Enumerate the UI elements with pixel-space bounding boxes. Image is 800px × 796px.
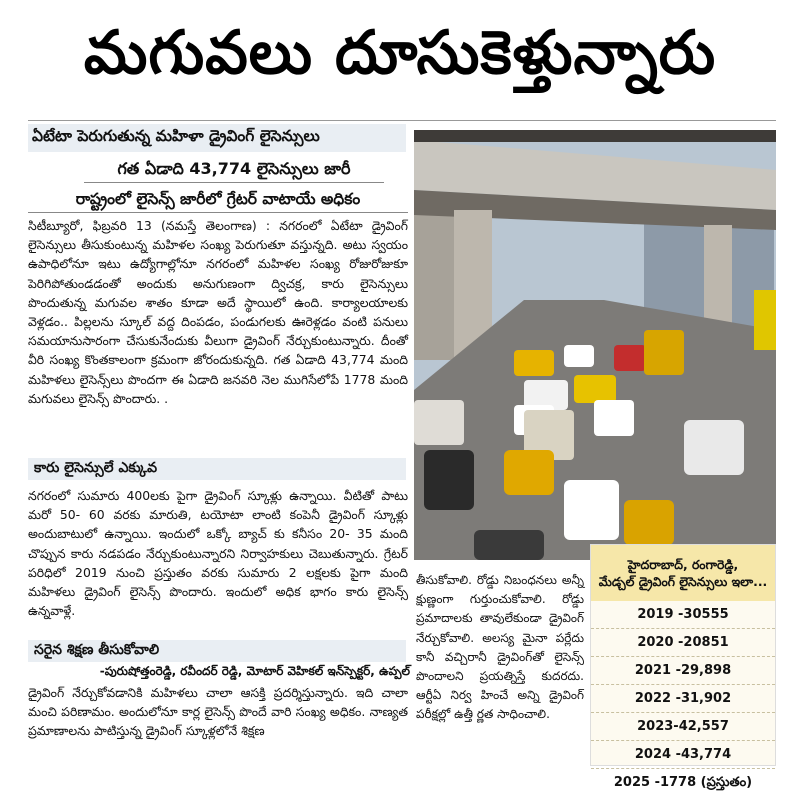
- traffic-photo-illustration: [414, 130, 776, 560]
- section-heading-car-licenses: కారు లైసెన్సులే ఎక్కువ: [28, 458, 406, 480]
- stats-row-2024: 2024 -43,774: [591, 741, 775, 769]
- body-paragraph-intro: సిటీబ్యూరో, ఫిబ్రవరి 13 (నమస్తే తెలంగాణ) : నగరంలో ఏటేటా డ్రైవింగ్ లైసెన్సులు తీసుకుంటున్న మహిళల సంఖ్య పెరుగుతూ వస్తున్నది. అటు స్వయం ఉపాధిలోనూ ఇటు ఉద్యోగాల్లోనూ నగరంలో మహిళల సంఖ్య రోజురోజుకూ పెరిగిపోతుండడంతో అందుకు అనుగుణంగా ద్విచక్ర, కారు లైసెన్సులు పొందుతున్న మగువల శాతం కూడా అదే స్థాయిలో ఉంది. కార్యాలయాలకు వెళ్లడం.. పిల్లలను స్కూల్ వద్ద దింపడం, పండుగలకు ఊరెళ్లడం వంటి పనులు సమయానుసారంగా చేసుకునేందుకు వీలుగా డ్రైవింగ్ నేర్చుకుంటున్నారు. దీంతో వీరి సంఖ్య కొంతకాలంగా క్రమంగా జోరందుకున్నది. గత ఏడాది 43,774 మంది మహిళలు లైసెన్స్‌లు పొందగా ఈ ఏడాది జనవరి నెల ముగిసేలోపే 1778 మంది మగువలు లైసెన్స్ పొందారు. .: [28, 218, 408, 406]
- body-paragraph-quote: డ్రైవింగ్ నేర్చుకోవడానికి మహిళలు చాలా ఆసక్తి ప్రదర్శిస్తున్నారు. ఇది చాలా మంచి పరిణామం. అందులోనూ కార్ల లైసెన్స్ పొందే వారి సంఖ్య అధికం. నాణ్యత ప్రమాణాలను పాటిస్తున్న డ్రైవింగ్ స్కూళ్లలోనే శిక్షణ: [28, 685, 408, 739]
- subhead-women-licenses: ఏటేటా పెరుగుతున్న మహిళా డ్రైవింగ్ లైసెన్సులు: [28, 124, 406, 152]
- license-stats-box: [590, 544, 776, 790]
- body-paragraph-driving-schools: నగరంలో సుమారు 400లకు పైగా డ్రైవింగ్ స్కూళ్లు ఉన్నాయి. వీటితో పాటు మరో 50- 60 వరకు మారుతి, టయోటా లాంటి కంపెనీ డ్రైవింగ్ స్కూళ్లు అందుబాటులో ఉన్నాయి. ఇందులో ఒక్కో బ్యాచ్ కు కనీసం 20- 35 మంది చొప్పున కారు నడపడం నేర్చుకుంటున్నారని నిర్వాహకులు చెబుతున్నారు. గ్రేటర్ పరిధిలో 2019 నుంచి ప్రస్తుతం వరకు సుమారు 2 లక్షలకు పైగా మంది మహిళలు డ్రైవింగ్ లైసెన్స్ పొందారు. ఇందులో అధిక భాగం కారు లైసెన్స్ ఉన్నవాళ్లే.: [28, 488, 408, 619]
- stats-row-2020: 2020 -20851: [591, 629, 775, 657]
- headline-rule: [28, 120, 776, 121]
- stats-row-2019: 2019 -30555: [591, 601, 775, 629]
- headline: మగువలు దూసుకెళ్తున్నారు: [83, 18, 717, 88]
- stats-row-2021: 2021 -29,898: [591, 657, 775, 685]
- section-heading-proper-training: సరైన శిక్షణ తీసుకోవాలి: [28, 640, 406, 662]
- stats-row-2023: 2023-42,557: [591, 713, 775, 741]
- subhead-last-year-count: గత ఏడాది 43,774 లైసెన్సులు జారీ: [84, 156, 384, 183]
- body-paragraph-continued: తీసుకోవాలి. రోడ్డు నిబంధనలు అన్నీ క్షుణ్ణంగా గుర్తుంచుకోవాలి. రోడ్డు ప్రమాదాలకు తావులేకుండా డ్రైవింగ్ నేర్చుకోవాలి. అలస్య మైనా పర్లేదు కానీ వచ్చిరానీ డ్రైవింగ్‌తో లైసెన్స్ పొందాలని ప్రయత్నిస్తే కుదరదు. ఆర్టీఏ నిర్వ హించే అన్ని డ్రైవింగ్ పరీక్షల్లో ఉత్తీ ర్ణత సాధించాలి.: [416, 573, 584, 722]
- quote-credit: -పురుషోత్తంరెడ్డి, రవీందర్ రెడ్డి, మోటార్ వెహికల్ ఇన్‌స్పెక్టర్, ఉప్పల్: [99, 664, 410, 678]
- stats-box-title-line2: మేడ్చల్ డ్రైవింగ్ లైసెన్సులు ఇలా...: [598, 574, 768, 589]
- stats-box-title-line1: హైదరాబాద్, రంగారెడ్డి,: [627, 557, 739, 572]
- stats-box-header: [591, 545, 775, 601]
- subhead-greater-share: రాష్ట్రంలో లైసెన్స్ జారీలో గ్రేటర్ వాటాయే అధికం: [28, 186, 408, 213]
- stats-row-2025: 2025 -1778 (ప్రస్తుతం): [613, 775, 753, 790]
- traffic-photo: [414, 130, 776, 560]
- stats-row-2022: 2022 -31,902: [591, 685, 775, 713]
